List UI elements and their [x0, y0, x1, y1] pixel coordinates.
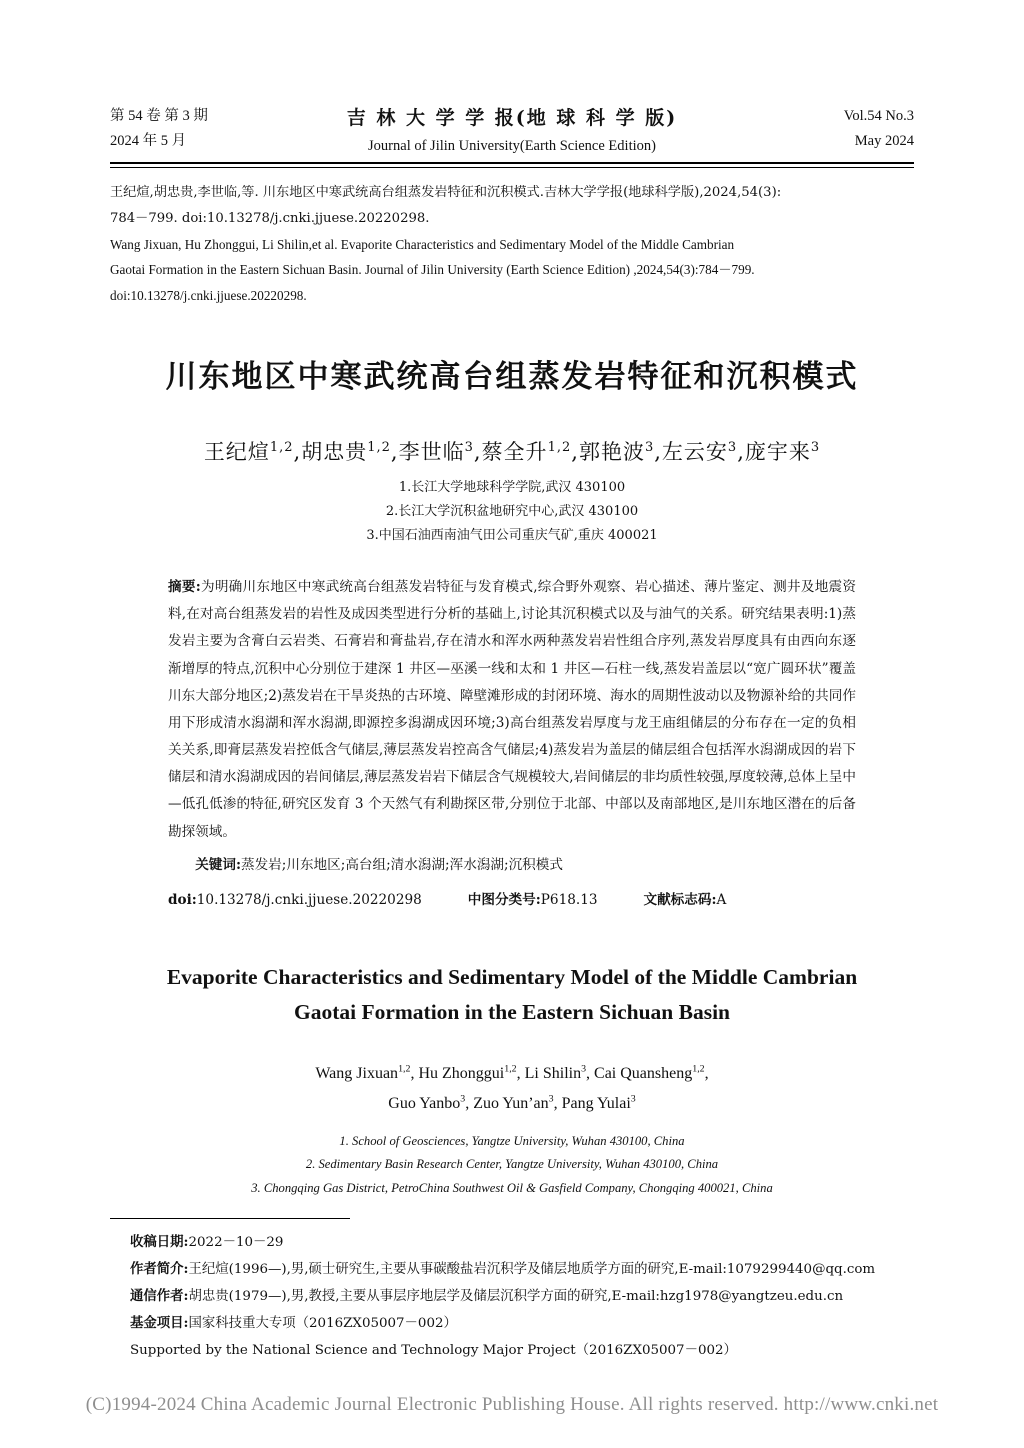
author-cn-affil-marker: 3 — [644, 439, 655, 455]
keywords-cn-label: 关键词: — [195, 856, 241, 873]
doi-value: 10.13278/j.cnki.jjuese.20220298 — [196, 892, 422, 909]
footnote-divider — [110, 1218, 350, 1219]
author-cn: 郭艳波$^3$ — [578, 439, 655, 464]
received-label: 收稿日期: — [130, 1234, 189, 1251]
volume-cn: 第 54 卷 第 3 期 — [110, 108, 208, 124]
funding-en: Supported by the National Science and Technology Major Project（2016ZX05007－002） — [130, 1342, 737, 1358]
affiliation-cn: 3.中国石油西南油气田公司重庆气矿,重庆 400021 — [366, 527, 658, 543]
corresponding-label: 通信作者: — [130, 1288, 189, 1305]
page-title-cn: 川东地区中寒武统高台组蒸发岩特征和沉积模式 — [165, 358, 859, 395]
author-cn: 左云安$^3$ — [661, 439, 738, 464]
clc-value: P618.13 — [540, 892, 598, 909]
doi-entry — [168, 887, 422, 914]
masthead — [110, 0, 914, 158]
header-divider — [110, 162, 914, 168]
date-cn: 2024 年 5 月 — [110, 133, 187, 150]
authors-en-line2: Guo Yanbo$^3$, Zuo $Yun’an^3$, Pang Yulai$^3$ — [388, 1093, 636, 1112]
doi-label: doi: — [168, 892, 197, 909]
page-title-en-line2: Gaotai Formation in the Eastern Sichuan Basin — [293, 999, 730, 1024]
author-cn-affil-marker: 1,2 — [547, 439, 572, 455]
author-cn-affil-marker: 1,2 — [269, 439, 294, 455]
date-en: May 2024 — [854, 133, 914, 150]
author-cn: 胡忠贵$^{1,2}$ — [301, 439, 391, 464]
page-title-en — [110, 960, 914, 1029]
affiliation-cn: 2.长江大学沉积盆地研究中心,武汉 430100 — [385, 503, 639, 519]
affiliations-en — [110, 1130, 914, 1200]
masthead-right — [714, 104, 914, 155]
received-value: 2022－10－29 — [188, 1235, 284, 1251]
author-cn: 蔡全升$^{1,2}$ — [481, 439, 572, 464]
affiliations-cn — [110, 476, 914, 548]
abstract-cn-text: 为明确川东地区中寒武统高台组蒸发岩特征与发育模式,综合野外观察、岩心描述、薄片鉴定、测井及地震资料,在对高台组蒸发岩的岩性及成因类型进行分析的基础上,讨论其沉积模式以及与油气的关系。研究结果表明:1)蒸发岩主要为含膏白云岩类、石膏岩和膏盐岩,存在清水和浑水两种蒸发岩岩性组合序列,蒸发岩厚度具有由西向东逐渐增厚的特点,沉积中心分别位于建深 1 井区—巫溪一线和太和 1 井区—石柱一线,蒸发岩盖层以“宽广圆环状”覆盖川东大部分地区;2)蒸发岩在干旱炎热的古环境、障壁滩形成的封闭环境、海水的周期性波动以及物源补给的共同作用下形成清水潟湖和浑水潟湖,即源控多潟湖成因环境;3)高台组蒸发岩厚度与龙王庙组储层的分布存在一定的负相关关系,即膏层蒸发岩控低含气储层,薄层蒸发岩控高含气储层;4)蒸发岩为盖层的储层组合包括浑水潟湖成因的岩下储层和清水潟湖成因的岩间储层,薄层蒸发岩岩下储层含气规模较大,岩间储层的非均质性较强,厚度较薄,总体上呈中—低孔低渗的特征,研究区发育 3 个天然气有利勘探区带,分别位于北部、中部以及南部地区,是川东地区潜在的后备勘探领域。 — [168, 578, 856, 840]
author-bio — [130, 1256, 914, 1283]
doc-code-entry — [644, 887, 727, 914]
author-cn-affil-marker: 3 — [727, 439, 738, 455]
funding — [130, 1310, 914, 1337]
author-cn: 李世临$^3$ — [398, 439, 474, 464]
affiliation-en: 2. Sedimentary Basin Research Center, Yangtze University, Wuhan 430100, China — [305, 1157, 719, 1172]
abstract-cn — [168, 574, 856, 846]
meta-row — [168, 887, 856, 914]
authors-cn — [110, 436, 914, 466]
author-separator: , — [571, 439, 579, 464]
affiliation-en: 1. School of Geosciences, Yangtze University, Wuhan 430100, China — [339, 1134, 685, 1149]
masthead-left — [110, 104, 310, 155]
volume-en: Vol.54 No.3 — [843, 108, 914, 124]
masthead-center — [310, 104, 714, 158]
corresponding-author — [130, 1283, 914, 1310]
author-cn-affil-marker: 3 — [810, 439, 821, 455]
citation-en-line2: Gaotai Formation in the Eastern Sichuan Basin. Journal of Jilin University (Earth Science Edition) ,2024,54(3):784－799. — [110, 262, 755, 278]
author-bio-value: 王纪煊(1996—),男,硕士研究生,主要从事碳酸盐岩沉积学及储层地质学方面的研究,E-mail:1079299440@qq.com — [188, 1262, 876, 1278]
author-cn-affil-marker: 1,2 — [367, 439, 391, 455]
copyright-notice: (C)1994-2024 China Academic Journal Electronic Publishing House. All rights reserved. http://www.cnki.net — [85, 1394, 939, 1415]
clc-entry — [468, 887, 598, 914]
keywords-cn — [168, 852, 856, 879]
author-cn: 王纪煊$^{1,2}$ — [203, 439, 294, 464]
authors-en — [110, 1059, 914, 1118]
citation-cn-line2: 784－799. doi:10.13278/j.cnki.jjuese.20220298. — [110, 210, 430, 226]
author-cn: 庞宇来$^3$ — [744, 439, 821, 464]
author-separator: , — [737, 439, 745, 464]
journal-title-cn: 吉 林 大 学 学 报(地 球 科 学 版) — [346, 107, 678, 129]
citation-en-line1: Wang Jixuan, Hu Zhonggui, Li Shilin,et al. Evaporite Characteristics and Sedimentary Model of the Middle Cambrian — [110, 236, 735, 252]
doc-code-label: 文献标志码: — [643, 892, 717, 909]
keywords-cn-text: 蒸发岩;川东地区;高台组;清水潟湖;浑水潟湖;沉积模式 — [241, 856, 563, 873]
footnotes — [130, 1229, 914, 1364]
author-cn-affil-marker: 3 — [464, 439, 474, 455]
abstract-cn-label: 摘要: — [168, 578, 201, 595]
corresponding-value: 胡忠贵(1979—),男,教授,主要从事层序地层学及储层沉积学方面的研究,E-mail:hzg1978@yangtzeu.edu.cn — [188, 1289, 844, 1305]
author-separator: , — [473, 439, 482, 464]
funding-label: 基金项目: — [130, 1315, 189, 1332]
funding-value: 国家科技重大专项（2016ZX05007－002） — [188, 1316, 457, 1332]
journal-title-en: Journal of Jilin University(Earth Science Edition) — [368, 137, 656, 154]
citation-cn-line1: 王纪煊,胡忠贵,李世临,等. 川东地区中寒武统高台组蒸发岩特征和沉积模式.吉林大学学报(地球科学版),2024,54(3): — [110, 185, 782, 201]
author-separator: , — [654, 439, 662, 464]
page-title-en-line1: Evaporite Characteristics and Sedimentary Model of the Middle Cambrian — [166, 965, 858, 990]
citation-en-line3: doi:10.13278/j.cnki.jjuese.20220298. — [110, 288, 307, 304]
author-separator: , — [390, 439, 399, 464]
author-separator: , — [293, 439, 302, 464]
affiliation-cn: 1.长江大学地球科学学院,武汉 430100 — [398, 479, 626, 495]
doc-code-value: A — [716, 892, 727, 909]
citation-block — [110, 180, 914, 309]
authors-en-line1: Wang Jixuan$^{1,2}$, Hu Zhonggui$^{1,2}$, Li Shilin$^3$, Cai Quansheng$^{1,2}$, — [315, 1063, 709, 1082]
clc-label: 中图分类号: — [467, 892, 541, 909]
affiliation-en: 3. Chongqing Gas District, PetroChina Southwest Oil & Gasfield Company, Chongqing 400021, China — [251, 1180, 773, 1195]
received-date — [130, 1229, 914, 1256]
author-bio-label: 作者简介: — [130, 1261, 189, 1278]
